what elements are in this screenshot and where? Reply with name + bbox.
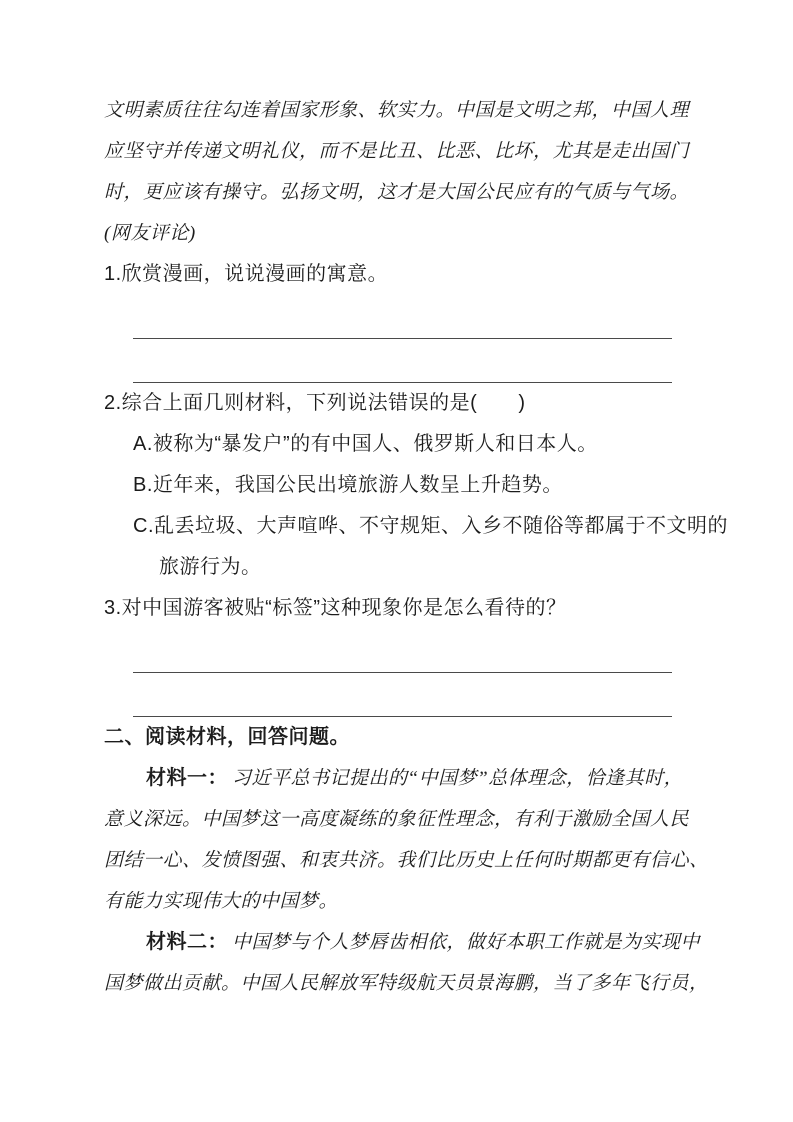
question-1: 1.欣赏漫画，说说漫画的寓意。 bbox=[104, 263, 389, 285]
material-1-label: 材料一： bbox=[146, 767, 228, 789]
material-2-text: 中国梦与个人梦唇齿相依，做好本职工作就是为实现中 bbox=[232, 932, 701, 953]
answer-blank-row bbox=[104, 295, 692, 339]
question-3: 3.对中国游客被贴“标签”这种现象你是怎么看待的？ bbox=[104, 597, 567, 619]
material-1-line: 意义深远。中国梦这一高度凝练的象征性理念，有利于激励全国人民 bbox=[104, 809, 690, 830]
answer-blank-row bbox=[104, 339, 692, 383]
material-1-first-line bbox=[104, 758, 692, 799]
material-1-text: 习近平总书记提出的“中国梦”总体理念，恰逢其时， bbox=[232, 768, 684, 789]
option-b: B.近年来，我国公民出境旅游人数呈上升趋势。 bbox=[133, 474, 563, 496]
material-1-line: 有能力实现伟大的中国梦。 bbox=[104, 891, 339, 912]
section-2-heading: 二、阅读材料，回答问题。 bbox=[104, 726, 350, 748]
material-1-paragraph bbox=[104, 758, 709, 922]
answer-blank-row bbox=[104, 673, 692, 717]
intro-paragraph-line: 应坚守并传递文明礼仪，而不是比丑、比恶、比坏，尤其是走出国门 bbox=[104, 141, 690, 162]
question-2: 2.综合上面几则材料，下列说法错误的是( ) bbox=[104, 392, 526, 414]
intro-paragraph-line: 时，更应该有操守。弘扬文明，这才是大国公民应有的气质与气场。 bbox=[104, 182, 690, 203]
option-a: A.被称为“暴发户”的有中国人、俄罗斯人和日本人。 bbox=[133, 433, 598, 455]
option-c-continuation: 旅游行为。 bbox=[159, 556, 262, 578]
option-c: C.乱丢垃圾、大声喧哗、不守规矩、入乡不随俗等都属于不文明的 bbox=[133, 515, 728, 537]
intro-paragraph bbox=[104, 90, 692, 254]
material-2-first-line bbox=[104, 922, 701, 963]
material-2-line: 国梦做出贡献。中国人民解放军特级航天员景海鹏，当了多年飞行员， bbox=[104, 973, 709, 994]
source-note: (网友评论) bbox=[104, 223, 196, 244]
answer-blank-row bbox=[104, 629, 692, 673]
material-1-line: 团结一心、发愤图强、和衷共济。我们比历史上任何时期都更有信心、 bbox=[104, 850, 709, 871]
intro-paragraph-line: 文明素质往往勾连着国家形象、软实力。中国是文明之邦，中国人理 bbox=[104, 100, 690, 121]
material-2-label: 材料二： bbox=[146, 931, 228, 953]
answer-line bbox=[133, 716, 672, 717]
answer-line bbox=[133, 382, 672, 383]
material-2-paragraph bbox=[104, 922, 709, 1004]
